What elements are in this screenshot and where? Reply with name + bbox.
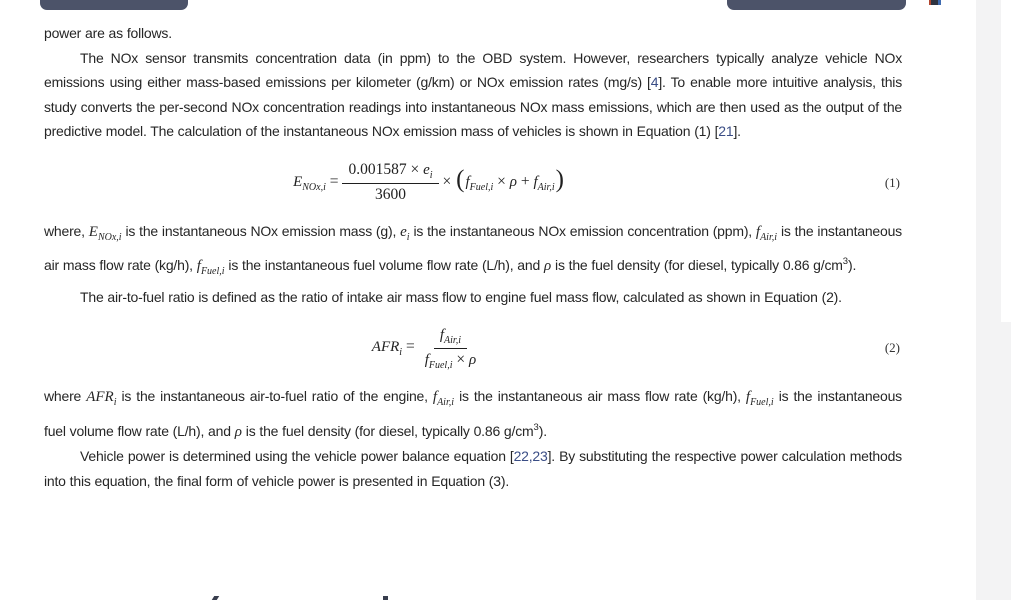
math-variable: E — [88, 223, 98, 240]
toolbar-button-left[interactable] — [40, 0, 188, 10]
fraction — [419, 326, 482, 371]
equation-lhs: $E_{NOx,i}$ = — [293, 172, 339, 193]
fraction — [342, 161, 438, 204]
math-subscript: Fuel,i — [200, 266, 225, 277]
math-variable: f — [424, 351, 429, 368]
math-subscript: Air,i — [537, 181, 555, 193]
math-variable: ρ — [543, 258, 552, 274]
paragraph-vehicle-power: Vehicle power is determined using the vehicle power balance equation [22,23]. By substituting the respective power calculation methods into this equation, the final form of vehicle power is presented in Equation (3). — [44, 448, 902, 489]
fraction-numerator — [434, 326, 467, 349]
math-variable: e — [423, 162, 430, 178]
toolbar-button-right[interactable] — [727, 0, 906, 10]
paragraph-afr-definition: The air-to-fuel ratio is defined as the ratio of intake air mass flow to engine fuel mass flow, calculated as shown in Equation (2). — [80, 288, 842, 305]
math-variable: ρ — [509, 173, 517, 190]
equation-1 — [44, 159, 902, 207]
math-subscript: i — [113, 397, 117, 408]
math-subscript: i — [399, 347, 403, 358]
math-variable: ρ — [234, 423, 242, 440]
math-variable: AFR — [371, 339, 400, 355]
equation-1-body — [293, 161, 565, 204]
equation-rhs: × $(f_{Fuel,i} \times \rho + f_{Air,i})$ — [442, 166, 564, 193]
math-variable: f — [196, 258, 201, 274]
paragraph-where-eq1: where, $E_{NOx,i}$ is the instantaneous NOx emission mass (g), $e_i$ is the instantaneous NOx emission concentration (ppm), $f_{Air,i}$ is the instantaneous air mass flow rate (kg/h), $f_{Fuel,i}$ is the instantaneous fuel volume flow rate (L/h), and ρ is the fuel density (for diesel, typically 0.86 $g/cm^3$). — [44, 222, 902, 277]
floating-panel-edge — [1001, 0, 1011, 322]
cropped-browser-icon[interactable] — [929, 0, 941, 5]
math-variable: E — [293, 173, 303, 190]
paragraph-where-eq2: where $AFR_i$ is the instantaneous air-to-fuel ratio of the engine, $f_{Air,i}$ is the instantaneous air mass flow rate (kg/h), $f_{Fuel,i}$ is the instantaneous fuel volume flow rate (L/h), and ρ is the fuel density (for diesel, typically 0.86 $g/cm^3$). — [44, 388, 902, 440]
paragraph-intro: power are as follows. — [44, 25, 172, 41]
math-subscript: Fuel,i — [750, 397, 774, 408]
big-parenthesis: ( — [456, 166, 465, 193]
superscript: 3 — [533, 421, 539, 433]
equation3-fragment-right — [383, 596, 388, 600]
math-subscript: Air,i — [437, 397, 455, 408]
math-subscript: NOx,i — [97, 231, 122, 243]
article-content — [44, 21, 902, 493]
math-variable: f — [755, 223, 761, 240]
math-variable: f — [533, 173, 538, 190]
math-subscript: Air,i — [444, 334, 461, 346]
equation3-fragment-left — [212, 596, 219, 600]
citation-link[interactable]: 22,23 — [513, 448, 548, 464]
math-subscript: Fuel,i — [469, 181, 494, 193]
equation-2 — [44, 324, 902, 372]
math-subscript: i — [429, 170, 433, 181]
citation-link[interactable]: 4 — [650, 74, 659, 90]
math-variable: ρ — [468, 351, 477, 368]
equation-lhs: $AFR_i$ = — [371, 338, 415, 358]
math-variable: e — [400, 223, 407, 240]
fraction-denominator: $f_{Fuel,i} \times \rho$ — [424, 350, 477, 371]
equation-number: (1) — [884, 174, 900, 190]
paragraph-nox-sensor: The NOx sensor transmits concentration data (in ppm) to the OBD system. However, researchers typically analyze vehicle NOx emissions using either mass-based emissions per kilometer (g/km) or NOx emission rates (mg/s) [4]. To enable more intuitive analysis, this study converts the per-second NOx concentration readings into instantaneous NOx mass emissions, which are then used as the output of the predictive model. The calculation of the instantaneous NOx emission mass of vehicles is shown in Equation (1) [21]. — [44, 49, 902, 139]
fraction-denominator: 3600 — [375, 186, 406, 203]
math-variable: f — [439, 326, 445, 343]
math-variable: AFR — [86, 389, 114, 405]
math-subscript: Fuel,i — [428, 359, 453, 371]
big-parenthesis: ) — [555, 166, 564, 193]
math-subscript: i — [406, 231, 410, 243]
fraction-numerator: $0.001587 \times e_i$ — [342, 161, 438, 184]
math-subscript: NOx,i — [302, 181, 326, 193]
equation-number: (2) — [884, 340, 900, 355]
math-variable: f — [745, 389, 751, 405]
math-variable: f — [465, 173, 470, 190]
citation-link[interactable]: 21 — [718, 123, 734, 139]
superscript: 3 — [842, 256, 849, 267]
math-subscript: Air,i — [760, 231, 778, 243]
math-variable: f — [432, 389, 438, 405]
equation-2-body — [372, 326, 486, 371]
